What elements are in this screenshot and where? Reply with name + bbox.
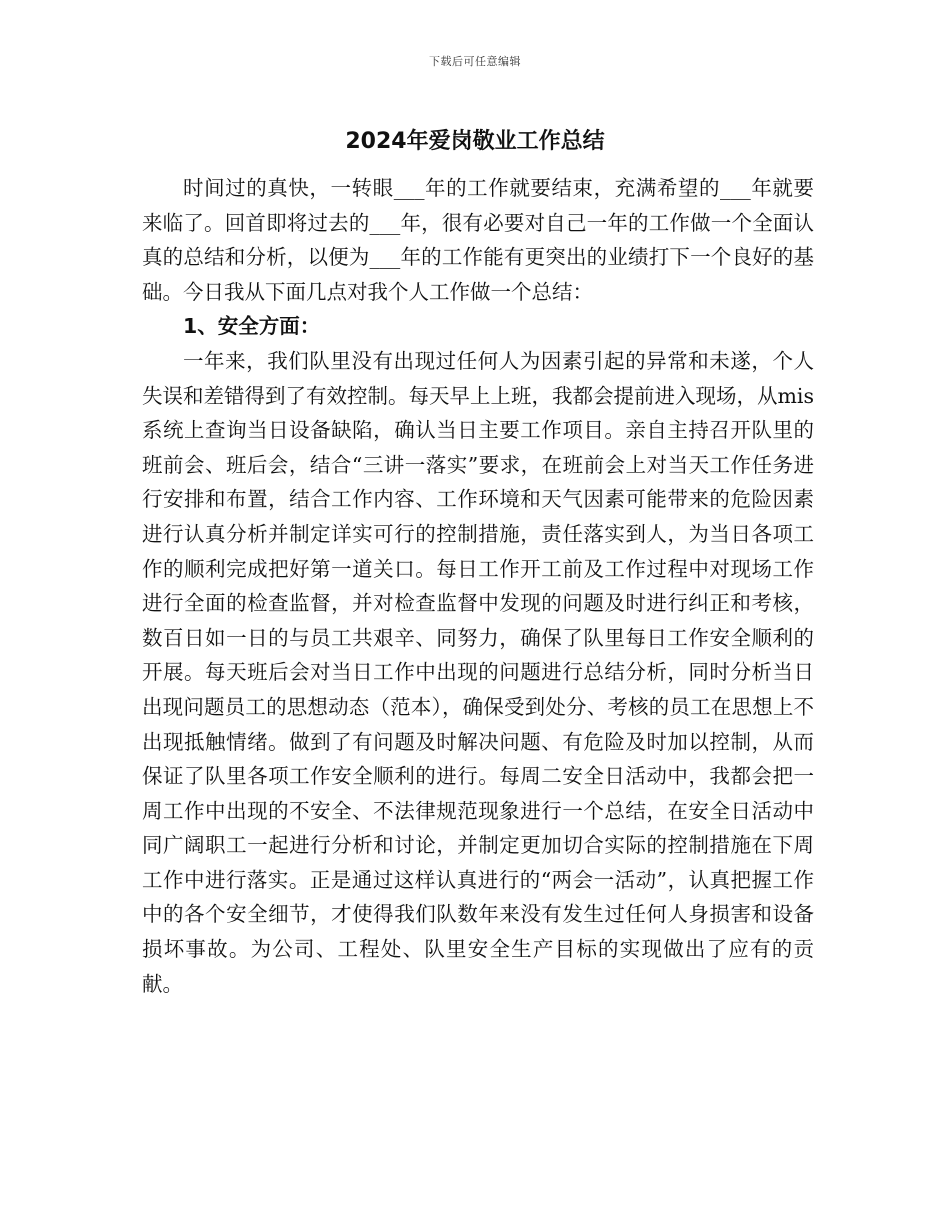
section-heading-safety: 1、安全方面： bbox=[183, 314, 321, 339]
intro-paragraph: 时间过的真快，一转眼___年的工作就要结束，充满希望的___年就要来临了。回首即将过去的___年，很有必要对自己一年的工作做一个全面认真的总结和分析，以便为___年的工作能有更突出的业绩打下一个良好的基础。今日我从下面几点对我个人工作做一个总结： bbox=[142, 176, 814, 304]
document-body bbox=[142, 171, 814, 1001]
document-title: 2024年爱岗敬业工作总结 bbox=[345, 129, 605, 154]
safety-paragraph: 一年来，我们队里没有出现过任何人为因素引起的异常和未遂，个人失误和差错得到了有效控制。每天早上上班，我都会提前进入现场，从mis系统上查询当日设备缺陷，确认当日主要工作项目。亲自主持召开队里的班前会、班后会，结合“三讲一落实”要求，在班前会上对当天工作任务进行安排和布置，结合工作内容、工作环境和天气因素可能带来的危险因素进行认真分析并制定详实可行的控制措施，责任落实到人，为当日各项工作的顺利完成把好第一道关口。每日工作开工前及工作过程中对现场工作进行全面的检查监督，并对检查监督中发现的问题及时进行纠正和考核，数百日如一日的与员工共艰辛、同努力，确保了队里每日工作安全顺利的开展。每天班后会对当日工作中出现的问题进行总结分析，同时分析当日出现问题员工的思想动态（范本），确保受到处分、考核的员工在思想上不出现抵触情绪。做到了有问题及时解决问题、有危险及时加以控制，从而保证了队里各项工作安全顺利的进行。每周二安全日活动中，我都会把一周工作中出现的不安全、不法律规范现象进行一个总结，在安全日活动中同广阔职工一起进行分析和讨论，并制定更加切合实际的控制措施在下周工作中进行落实。正是通过这样认真进行的“两会一活动”，认真把握工作中的各个安全细节，才使得我们队数年来没有发生过任何人身损害和设备损坏事故。为公司、工程处、队里安全生产目标的实现做出了应有的贡献。 bbox=[142, 348, 815, 996]
header-note: 下载后可任意编辑 bbox=[429, 55, 521, 68]
